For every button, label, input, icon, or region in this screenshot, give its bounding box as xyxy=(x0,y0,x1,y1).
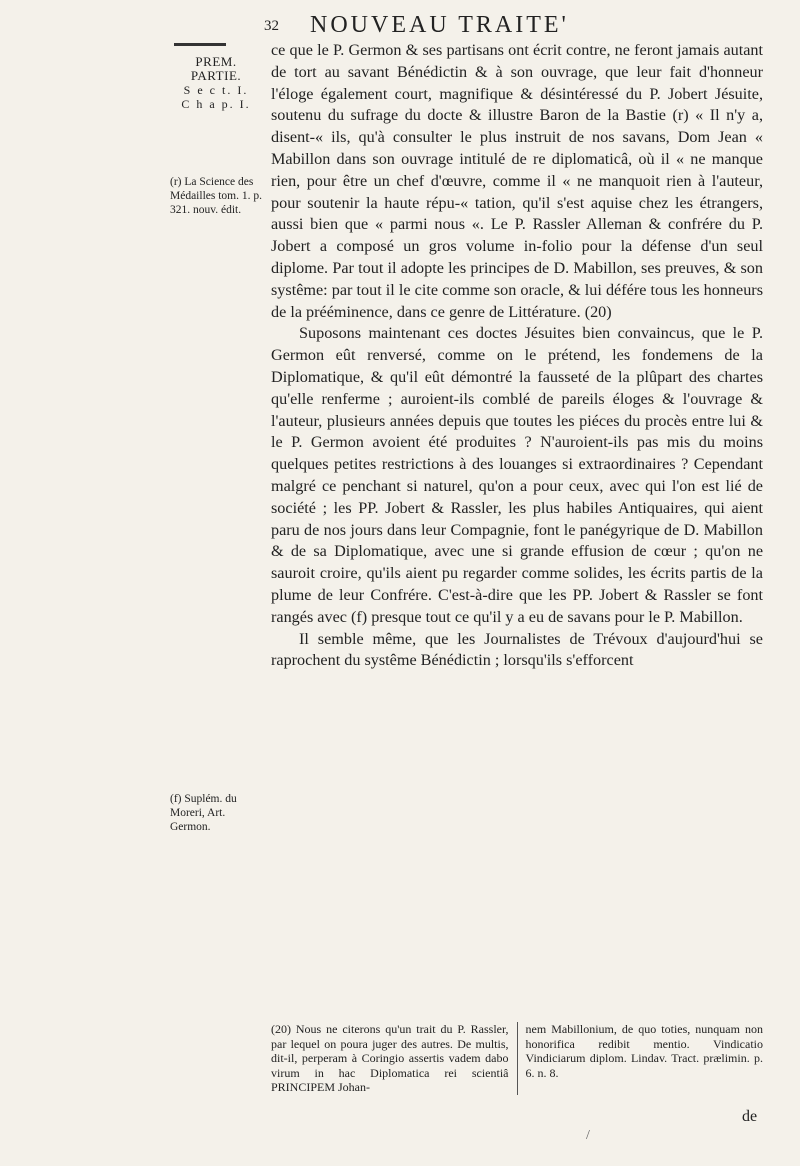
margin-section-label xyxy=(170,55,262,111)
running-head: NOUVEAU TRAITE' xyxy=(310,12,569,38)
page-number: 32 xyxy=(264,18,279,34)
part-label: PREM. PARTIE. xyxy=(190,54,242,83)
section-label: S e c t. I. xyxy=(183,83,249,97)
paragraph-3: Il semble même, que les Journalistes de Trévoux d'aujourd'hui se raprochent du systême Bénédictin ; lorsqu'ils s'efforcent xyxy=(271,629,763,670)
margin-note-r: (r) La Science des Médailles tom. 1. p. 321. nouv. édit. xyxy=(170,176,262,216)
paragraph-2: Suposons maintenant ces doctes Jésuites bien convaincus, que le P. Germon eût renversé, comme on le prétend, les fondemens de la Diplomatique, & qu'il eût démontré la fausseté de la plûpart des chartes qu'elle renferme ; auroient-ils comblé de pareils éloges & l'ouvrage & l'auteur, plusieurs années depuis que toutes les piéces du procès entre lui & le P. Germon avoient été produites ? N'auroient-ils pas mis du moins quelques petites restrictions à des louanges si extraordinaires ? Cependant malgré ce penchant si naturel, qu'on a pour ceux, avec qui l'on est lié de société ; les PP. Jobert & Rassler, les plus habiles Antiquaires, qui aient paru de nos jours dans leur Compagnie, font le panégyrique de D. Mabillon & de sa Diplomatique, avec une si grande effusion de cœur ; qu'on ne sauroit croire, qu'ils aient pu regarder comme solides, les écrits partis de la plume de leur Confrére. C'est-à-dire que les PP. Jobert & Rassler se font rangés avec (f) presque tout ce qu'il y a eu de savans pour le P. Mabillon. xyxy=(271,324,763,626)
top-rule xyxy=(174,43,226,46)
paragraph-1: ce que le P. Germon & ses partisans ont écrit contre, ne feront jamais autant de tort au savant Bénédictin & à son ouvrage, que leur fait d'honneur l'éloge également court, magnifique & désintéressé du P. Jobert Jésuite, soutenu du sufrage du docte & illustre Baron de la Bastie (r) « Il n'y a, disent-« ils, qu'à consulter le plus instruit de nos savans, Dom Jean « Mabillon dans son ouvrage intitulé de re diplomaticâ, où il « ne manque rien, pour être un chef d'œuvre, comme il « ne manquoit rien à l'auteur, pour soutenir la haute répu-« tation, qu'il s'est aquise chez les étrangers, aussi bien que « parmi nous «. Le P. Rassler Alleman & confrére du P. Jobert a composé un gros volume in-folio pour la défense d'un seul diplome. Par tout il adopte les principes de D. Mabillon, ses preuves, & son systême: par tout il le cite comme son oracle, & lui défére tous les honneurs de la prééminence, dans ce genre de Littérature. (20) xyxy=(271,41,763,321)
chapter-label: C h a p. I. xyxy=(181,97,251,111)
catchword: de xyxy=(742,1108,758,1125)
main-text xyxy=(271,40,763,672)
page-mark: / xyxy=(586,1128,590,1143)
footnotes xyxy=(271,1022,763,1095)
footnote-left-column: (20) Nous ne citerons qu'un trait du P. Rassler, par lequel on poura juger des autres. De multis, dit-il, perperam à Coringio assertis vadem dabo virum in hac Diplomatica rei scientiâ PRINCIPEM Johan- xyxy=(271,1022,518,1095)
footnote-right-column: nem Mabillonium, de quo toties, nunquam non honorifica redibit mentio. Vindicatio Vindiciarum diplom. Lindav. Tract. prælimin. p. 6. n. 8. xyxy=(525,1022,763,1080)
margin-note-f: (f) Suplém. du Moreri, Art. Germon. xyxy=(170,793,237,833)
